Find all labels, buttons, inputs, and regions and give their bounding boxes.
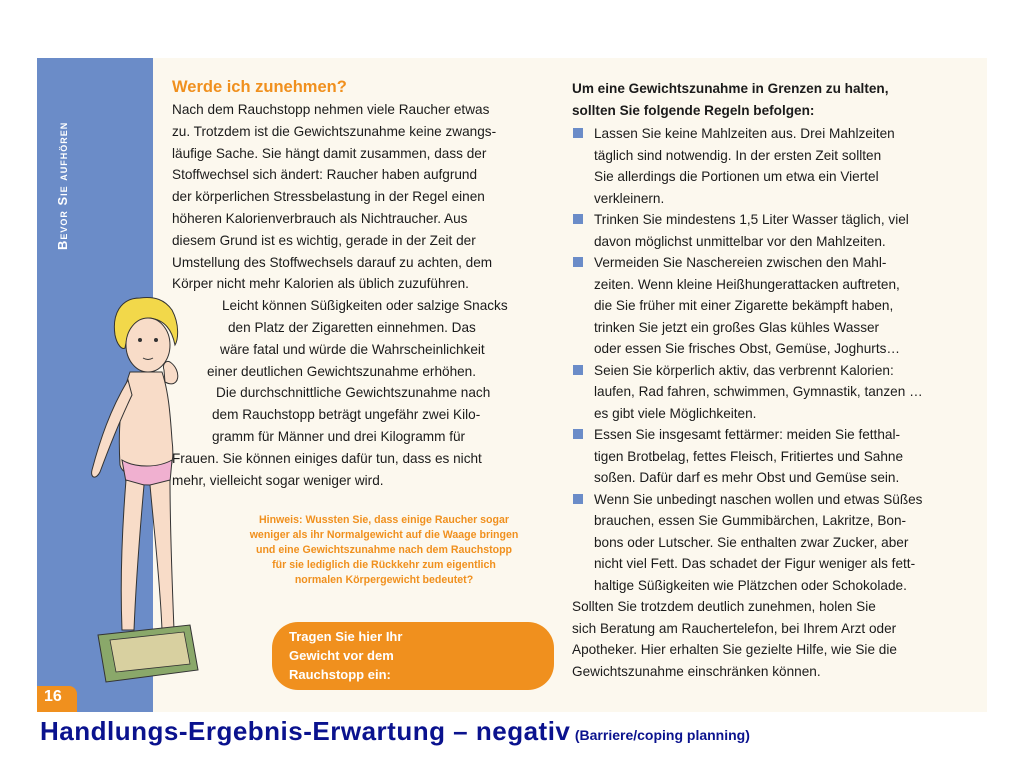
bullet-square-icon: [573, 214, 583, 224]
slide-caption: [40, 716, 750, 747]
right-column: [572, 78, 972, 682]
bullet-square-icon: [573, 257, 583, 267]
item-line: brauchen, essen Sie Gummibärchen, Lakritze, Bon-: [594, 513, 907, 528]
body-line: Die durchschnittliche Gewichtszunahme nach: [216, 385, 491, 401]
item-line: Wenn Sie unbedingt naschen wollen und etwas Süßes: [594, 491, 923, 507]
bullet-square-icon: [573, 365, 583, 375]
bullet-square-icon: [573, 494, 583, 504]
left-leg: [121, 480, 144, 630]
body-line: Leicht können Süßigkeiten oder salzige Snacks: [222, 298, 508, 314]
body-line: der körperlichen Stressbelastung in der Regel einen: [172, 189, 485, 205]
item-line: zeiten. Wenn kleine Heißhungerattacken auftreten,: [594, 276, 900, 292]
face: [126, 318, 170, 372]
body-line: Umstellung des Stoffwechsels darauf zu achten, dem: [172, 254, 493, 270]
body-line: einer deutlichen Gewichtszunahme erhöhen.: [207, 363, 477, 379]
body-line: Frauen. Sie können einiges dafür tun, dass es nicht: [172, 450, 482, 466]
rules-heading: [572, 78, 972, 121]
item-line: täglich sind notwendig. In der ersten Zeit sollten: [594, 147, 882, 163]
list-item: [572, 123, 972, 209]
closing-line: Gewichtszunahme einschränken können.: [572, 663, 821, 679]
section-label: Bevor Sie aufhören: [55, 121, 70, 250]
item-line: laufen, Rad fahren, schwimmen, Gymnastik, tanzen …: [594, 384, 923, 399]
page-number: 16: [44, 688, 62, 705]
item-line: die Sie früher mit einer Zigarette bekämpft haben,: [594, 298, 894, 313]
hint-line: Hinweis: Wussten Sie, dass einige Raucher sogar: [258, 514, 509, 526]
body-line: dem Rauchstopp beträgt ungefähr zwei Kilo-: [212, 407, 481, 423]
body-line: höheren Kalorienverbrauch als Nichtraucher. Aus: [172, 210, 468, 226]
body-line: Nach dem Rauchstopp nehmen viele Raucher etwas: [172, 102, 490, 117]
bullet-square-icon: [573, 429, 583, 439]
item-line: soßen. Dafür darf es mehr Obst und Gemüse sein.: [594, 470, 900, 485]
body-line: mehr, vielleicht sogar weniger wird.: [172, 472, 384, 488]
item-line: es gibt viele Möglichkeiten.: [594, 405, 757, 421]
hint-line: normalen Körpergewicht bedeutet?: [294, 574, 474, 586]
list-item: [572, 489, 972, 597]
list-item: [572, 209, 972, 252]
bullet-square-icon: [573, 128, 583, 138]
item-line: oder essen Sie frisches Obst, Gemüse, Joghurts…: [594, 341, 900, 356]
body-line: gramm für Männer und drei Kilogramm für: [212, 428, 466, 444]
item-line: tigen Brotbelag, fettes Fleisch, Fritiertes und Sahne: [594, 448, 904, 464]
rules-list: [572, 123, 972, 596]
closing-line: Sollten Sie trotzdem deutlich zunehmen, holen Sie: [572, 599, 876, 614]
item-line: Sie allerdings die Portionen um etwa ein Viertel: [594, 169, 879, 184]
body-line: wäre fatal und würde die Wahrscheinlichkeit: [220, 341, 485, 357]
closing-line: sich Beratung am Rauchertelefon, bei Ihrem Arzt oder: [572, 620, 897, 636]
body-line: den Platz der Zigaretten einnehmen. Das: [228, 319, 476, 335]
body-line: Stoffwechsel sich ändert: Raucher haben aufgrund: [172, 167, 478, 183]
hint-line: weniger als ihr Normalgewicht auf die Waage bringen: [249, 529, 519, 541]
caption-title: Handlungs-Ergebnis-Erwartung – negativ: [40, 716, 571, 746]
closing-line: Apotheker. Hier erhalten Sie gezielte Hilfe, wie Sie die: [572, 642, 897, 657]
item-line: nicht viel Fett. Das schadet der Figur weniger als fett-: [594, 556, 916, 571]
weight-label-line: Rauchstopp ein:: [289, 667, 391, 682]
item-line: verkleinern.: [594, 190, 665, 206]
rules-heading-line: sollten Sie folgende Regeln befolgen:: [572, 102, 815, 118]
list-item: [572, 424, 972, 489]
item-line: haltige Süßigkeiten wie Plätzchen oder Schokolade.: [594, 577, 907, 593]
weight-label-line: Tragen Sie hier Ihr: [289, 629, 403, 644]
right-leg: [150, 480, 174, 630]
weight-entry-label: [289, 627, 402, 684]
left-heading: Werde ich zunehmen?: [172, 78, 347, 96]
list-item: [572, 252, 972, 360]
body-line: diesem Grund ist es wichtig, gerade in der Zeit der: [172, 232, 476, 248]
item-line: trinken Sie jetzt ein großes Glas kühles Wasser: [594, 319, 880, 335]
list-item: [572, 360, 972, 425]
weight-label-line: Gewicht vor dem: [289, 648, 394, 663]
closing-paragraph: [572, 596, 972, 682]
body-line: Körper nicht mehr Kalorien als üblich zuzuführen.: [172, 276, 469, 292]
left-column: [172, 78, 556, 491]
item-line: bons oder Lutscher. Sie enthalten zwar Zucker, aber: [594, 534, 909, 550]
item-line: davon möglichst unmittelbar vor den Mahlzeiten.: [594, 233, 886, 249]
item-line: Lassen Sie keine Mahlzeiten aus. Drei Mahlzeiten: [594, 126, 895, 141]
left-body: [172, 99, 556, 491]
hint-line: und eine Gewichtszunahme nach dem Rauchstopp: [255, 544, 513, 556]
item-line: Vermeiden Sie Naschereien zwischen den Mahl-: [594, 255, 887, 270]
hint-callout: [214, 513, 554, 588]
item-line: Trinken Sie mindestens 1,5 Liter Wasser täglich, viel: [594, 212, 909, 227]
hint-line: für sie lediglich die Rückkehr zum eigentlich: [272, 559, 496, 571]
body-line: zu. Trotzdem ist die Gewichtszunahme keine zwangs-: [172, 123, 497, 139]
item-line: Essen Sie insgesamt fettärmer: meiden Sie fetthal-: [594, 427, 900, 442]
body-line: läufige Sache. Sie hängt damit zusammen, dass der: [172, 145, 487, 161]
rules-heading-line: Um eine Gewichtszunahme in Grenzen zu halten,: [572, 81, 889, 96]
caption-subtitle: (Barriere/coping planning): [574, 727, 750, 743]
item-line: Seien Sie körperlich aktiv, das verbrennt Kalorien:: [594, 362, 894, 378]
